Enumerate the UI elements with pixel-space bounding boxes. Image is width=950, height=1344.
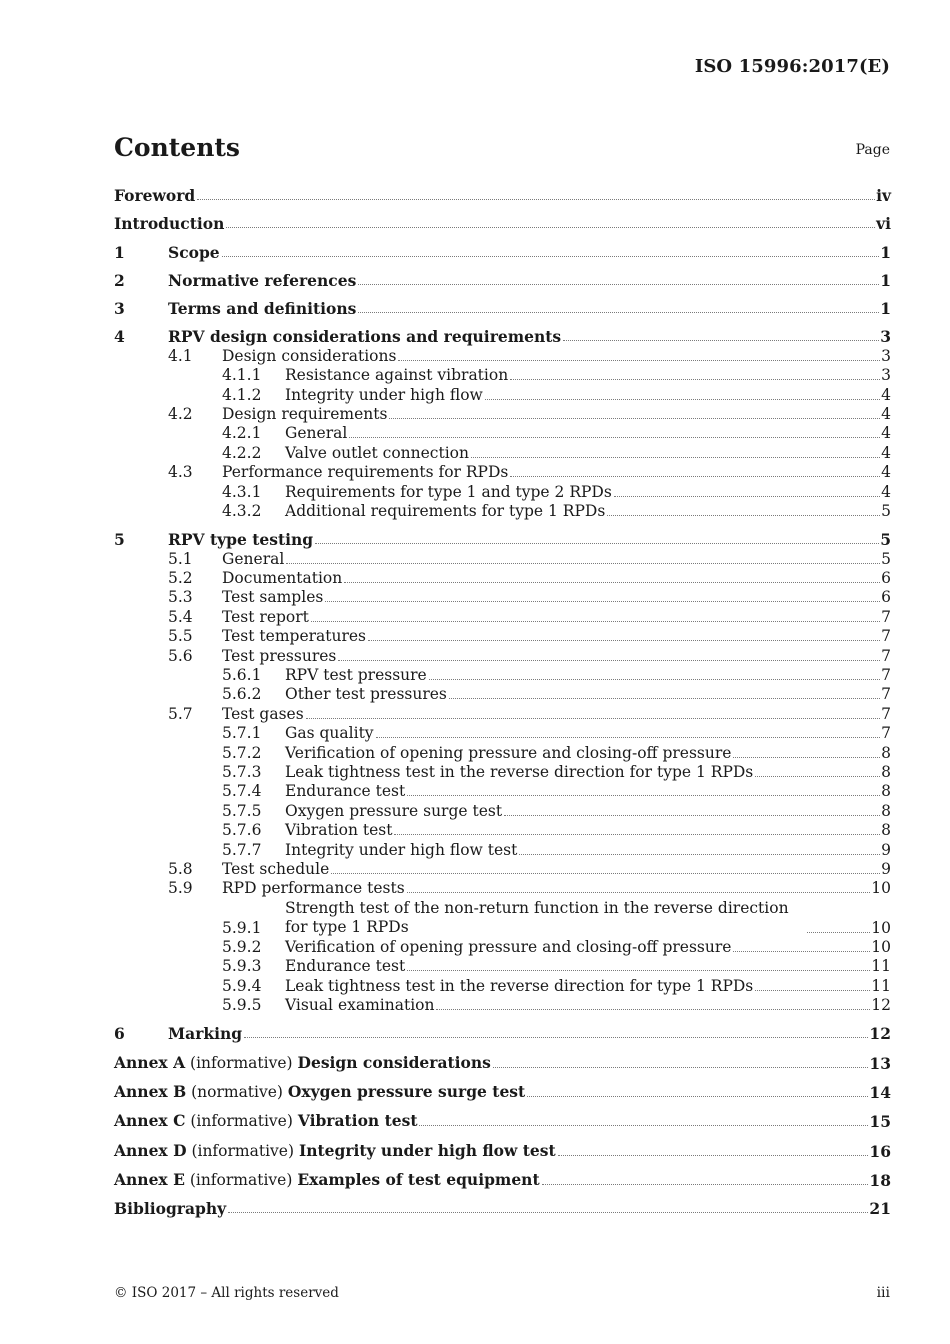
toc-entry-page: vi <box>876 214 891 234</box>
toc-entry[interactable] <box>114 1053 891 1073</box>
toc-entry-title: Integrity under high flow <box>285 385 483 404</box>
toc-entry[interactable] <box>114 1170 891 1190</box>
toc-entry-number: 5.7.6 <box>222 821 262 840</box>
toc-entry-page: 12 <box>869 1024 891 1044</box>
toc-entry[interactable] <box>114 860 891 879</box>
toc-entry-title <box>114 1141 556 1161</box>
footer-page-number: iii <box>876 1285 890 1301</box>
toc-entry-title: Foreword <box>114 186 196 205</box>
toc-entry-page: 10 <box>871 937 891 956</box>
toc-entry[interactable] <box>114 1024 891 1043</box>
annex-title: Vibration test <box>297 1111 418 1131</box>
annex-title: Design considerations <box>297 1052 491 1072</box>
toc-entry[interactable] <box>114 879 891 898</box>
toc-entry-number: 5.6.1 <box>222 666 262 685</box>
toc-entry-page: 8 <box>881 762 891 781</box>
toc-entry-title: Performance requirements for RPDs <box>222 463 509 482</box>
toc-entry-page: 18 <box>869 1170 891 1190</box>
toc-entry-title: Resistance against vibration <box>285 366 509 385</box>
toc-entry-page: 7 <box>881 724 891 743</box>
toc-entry-title: Endurance test <box>285 782 406 801</box>
page-column-label: Page <box>855 142 890 158</box>
toc-entry-title: Documentation <box>222 569 343 588</box>
toc-entry-page: 16 <box>869 1141 891 1161</box>
toc-entry-number: 5.7.2 <box>222 743 262 762</box>
toc-entry-title: RPV design considerations and requirements <box>168 327 562 347</box>
toc-entry-number: 5 <box>114 530 125 550</box>
toc-entry-number: 4.1.1 <box>222 366 262 385</box>
dot-leader <box>542 1183 869 1185</box>
toc-entry-title: Vibration test <box>285 821 393 840</box>
annex-label: Annex C <box>114 1111 186 1131</box>
toc-entry-title: Additional requirements for type 1 RPDs <box>285 502 606 520</box>
toc-entry-title: Test temperatures <box>222 627 367 646</box>
toc-entry-title: Test schedule <box>222 859 330 878</box>
dot-leader <box>510 475 880 477</box>
toc-entry-title: Design requirements <box>222 405 388 424</box>
toc-entry-page: 4 <box>881 424 891 443</box>
toc-entry-title: Test report <box>222 607 309 626</box>
dot-leader <box>519 853 880 855</box>
toc-entry-title: Gas quality <box>285 724 374 743</box>
dot-leader <box>338 659 880 661</box>
footer-copyright: © ISO 2017 – All rights reserved <box>114 1285 339 1301</box>
dot-leader <box>407 891 871 893</box>
toc-entry[interactable] <box>114 186 891 205</box>
dot-leader <box>344 581 880 583</box>
dot-leader <box>471 456 880 458</box>
toc-entry[interactable] <box>114 243 891 262</box>
toc-entry-title: Requirements for type 1 and type 2 RPDs <box>285 482 612 501</box>
dot-leader <box>286 562 880 564</box>
toc-entry-page: 5 <box>880 530 891 550</box>
toc-entry[interactable] <box>114 647 891 666</box>
toc-entry-title: Test samples <box>222 588 324 607</box>
toc-entry-number: 4.2 <box>168 405 193 424</box>
dot-leader <box>222 255 880 257</box>
toc-entry[interactable] <box>114 1141 891 1161</box>
dot-leader <box>527 1095 868 1097</box>
toc-entry-number: 4.1.2 <box>222 385 262 404</box>
dot-leader <box>398 359 880 361</box>
toc-entry-number: 5.9.1 <box>222 918 262 937</box>
toc-entry[interactable] <box>114 463 891 482</box>
toc-entry[interactable] <box>114 841 891 860</box>
toc-entry-number: 4.1 <box>168 346 193 365</box>
toc-entry-number: 5.2 <box>168 569 193 588</box>
dot-leader <box>315 542 879 544</box>
dot-leader <box>419 1124 868 1126</box>
toc-entry-number: 4.3.1 <box>222 482 262 501</box>
toc-entry[interactable] <box>114 214 891 233</box>
dot-leader <box>558 1154 869 1156</box>
toc-entry-page: 8 <box>881 743 891 762</box>
toc-entry[interactable] <box>114 366 891 385</box>
toc-entry-title: Strength test of the non-return function in the reverse direction for type 1 RPDs <box>285 898 789 937</box>
toc-entry[interactable] <box>114 327 891 346</box>
toc-entry-number: 4.3.2 <box>222 502 262 520</box>
toc-entry-number: 5.7 <box>168 704 193 723</box>
dot-leader <box>429 678 880 680</box>
toc-entry[interactable] <box>114 724 891 743</box>
toc-entry-title: Endurance test <box>285 957 406 976</box>
toc-entry-number: 5.9.4 <box>222 976 262 995</box>
toc-entry[interactable] <box>114 685 891 704</box>
toc-entry-page: 4 <box>881 385 891 404</box>
toc-entry[interactable] <box>114 550 891 569</box>
toc-entry[interactable] <box>114 1111 891 1131</box>
toc-entry-page: 5 <box>881 502 891 520</box>
toc-entry[interactable] <box>114 424 891 443</box>
toc-entry-number: 1 <box>114 242 125 262</box>
annex-label: Annex E <box>114 1169 185 1189</box>
toc-entry-number: 5.5 <box>168 627 193 646</box>
toc-entry[interactable] <box>114 608 891 627</box>
toc-entry-page: 7 <box>881 646 891 665</box>
toc-entry[interactable] <box>114 530 891 549</box>
toc-entry-page: 11 <box>871 957 891 976</box>
toc-entry-title <box>114 1053 491 1073</box>
toc-entry[interactable] <box>114 588 891 607</box>
toc-entry-number: 5.1 <box>168 549 193 568</box>
toc-entry-number: 6 <box>114 1024 125 1044</box>
annex-title: Oxygen pressure surge test <box>287 1081 526 1101</box>
toc-entry-title: Leak tightness test in the reverse direction for type 1 RPDs <box>285 762 754 781</box>
toc-entry-page: 8 <box>881 801 891 820</box>
toc-entry-title <box>114 1170 540 1190</box>
doc-id-header: ISO 15996:2017(E) <box>694 56 890 77</box>
toc-entry-page: iv <box>876 186 891 205</box>
toc-entry-title: Scope <box>168 242 220 262</box>
toc-entry-title: Valve outlet connection <box>285 443 469 462</box>
toc-entry-page: 3 <box>881 366 891 385</box>
table-of-contents <box>114 186 891 1218</box>
dot-leader <box>733 756 880 758</box>
toc-entry-page: 10 <box>871 879 891 898</box>
dot-leader <box>493 1066 869 1068</box>
annex-kind: (informative) <box>185 1112 298 1131</box>
toc-entry-number: 2 <box>114 270 125 290</box>
toc-entry-number: 4 <box>114 327 125 347</box>
annex-title: Examples of test equipment <box>297 1169 540 1189</box>
annex-label: Annex B <box>114 1081 187 1101</box>
toc-entry-page: 9 <box>881 859 891 878</box>
dot-leader <box>407 969 870 971</box>
toc-entry-title <box>114 1082 525 1102</box>
dot-leader <box>485 398 880 400</box>
toc-entry[interactable] <box>114 1082 891 1102</box>
toc-entry-page: 4 <box>881 443 891 462</box>
toc-entry[interactable] <box>114 1199 891 1218</box>
dot-leader <box>607 514 880 516</box>
toc-entry-number: 5.7.4 <box>222 782 262 801</box>
dot-leader <box>311 620 880 622</box>
dot-leader <box>755 989 870 991</box>
dot-leader <box>376 736 881 738</box>
toc-entry-number: 5.6 <box>168 646 193 665</box>
toc-entry-number: 5.6.2 <box>222 685 262 704</box>
contents-title: Contents <box>114 133 241 162</box>
toc-entry[interactable] <box>114 347 891 366</box>
dot-leader <box>389 417 880 419</box>
dot-leader <box>449 697 880 699</box>
annex-title: Integrity under high flow test <box>298 1140 556 1160</box>
toc-entry-title: Leak tightness test in the reverse direction for type 1 RPDs <box>285 976 754 995</box>
dot-leader <box>407 794 880 796</box>
dot-leader <box>807 931 870 933</box>
dot-leader <box>358 283 879 285</box>
dot-leader <box>244 1036 868 1038</box>
toc-entry-title: Terms and definitions <box>168 299 357 319</box>
toc-entry-title: Verification of opening pressure and closing-off pressure <box>285 743 732 762</box>
toc-entry-page: 8 <box>881 782 891 801</box>
toc-entry-page: 3 <box>880 327 891 347</box>
annex-kind: (informative) <box>184 1170 298 1189</box>
toc-entry-title: General <box>222 549 285 568</box>
toc-entry-page: 5 <box>881 549 891 568</box>
toc-entry-page: 7 <box>881 607 891 626</box>
toc-entry-title: RPV type testing <box>168 530 314 550</box>
toc-entry-page: 7 <box>881 627 891 646</box>
toc-entry[interactable] <box>114 444 891 463</box>
toc-entry[interactable] <box>114 483 891 502</box>
toc-entry-page: 1 <box>880 242 891 262</box>
toc-entry-title: Introduction <box>114 214 225 234</box>
toc-entry-page: 12 <box>871 996 891 1015</box>
dot-leader <box>226 226 875 228</box>
dot-leader <box>358 311 879 313</box>
toc-entry-number: 5.9.3 <box>222 957 262 976</box>
dot-leader <box>331 872 880 874</box>
toc-entry-page: 7 <box>881 685 891 704</box>
toc-entry-title: General <box>285 424 348 443</box>
toc-entry-number: 3 <box>114 299 125 319</box>
toc-entry-page: 4 <box>881 463 891 482</box>
toc-entry-page: 13 <box>869 1053 891 1073</box>
toc-entry-number: 5.7.7 <box>222 840 262 859</box>
toc-entry[interactable] <box>114 821 891 840</box>
toc-entry-page: 9 <box>881 840 891 859</box>
toc-entry-title: Marking <box>168 1024 243 1044</box>
toc-entry[interactable] <box>114 938 891 957</box>
toc-entry[interactable] <box>114 957 891 976</box>
dot-leader <box>504 814 880 816</box>
dot-leader <box>436 1008 870 1010</box>
toc-entry-title: Test gases <box>222 704 304 723</box>
toc-entry-page: 4 <box>881 482 891 501</box>
toc-entry-title: Normative references <box>168 270 357 290</box>
toc-entry-page: 3 <box>881 346 891 365</box>
toc-entry-page: 6 <box>881 569 891 588</box>
annex-kind: (informative) <box>186 1141 299 1160</box>
toc-entry-title: Visual examination <box>285 996 435 1015</box>
annex-label: Annex D <box>114 1140 187 1160</box>
toc-entry-page: 7 <box>881 704 891 723</box>
toc-entry-title: RPD performance tests <box>222 879 405 898</box>
annex-kind: (informative) <box>185 1053 298 1072</box>
toc-entry-page: 6 <box>881 588 891 607</box>
toc-entry-title: Design considerations <box>222 346 397 365</box>
dot-leader <box>394 833 880 835</box>
toc-entry-number: 5.9 <box>168 879 193 898</box>
toc-entry[interactable] <box>114 271 891 290</box>
toc-entry[interactable] <box>114 666 891 685</box>
toc-entry-number: 5.4 <box>168 607 193 626</box>
toc-entry-number: 4.3 <box>168 463 193 482</box>
toc-entry-title <box>114 1111 417 1131</box>
toc-entry[interactable] <box>114 996 891 1015</box>
toc-entry[interactable] <box>114 502 891 521</box>
dot-leader <box>755 775 880 777</box>
dot-leader <box>197 198 875 200</box>
annex-label: Annex A <box>114 1052 186 1072</box>
toc-entry-title: Test pressures <box>222 646 337 665</box>
toc-entry[interactable] <box>114 802 891 821</box>
toc-entry-page: 4 <box>881 405 891 424</box>
toc-entry[interactable] <box>114 405 891 424</box>
toc-entry[interactable] <box>114 763 891 782</box>
toc-entry[interactable] <box>114 977 891 996</box>
toc-entry[interactable] <box>114 386 891 405</box>
toc-entry[interactable] <box>114 782 891 801</box>
dot-leader <box>325 600 880 602</box>
toc-entry-number: 5.3 <box>168 588 193 607</box>
toc-entry-number: 5.7.5 <box>222 801 262 820</box>
toc-entry-page: 1 <box>880 270 891 290</box>
toc-entry-page: 1 <box>880 299 891 319</box>
dot-leader <box>563 339 879 341</box>
toc-entry[interactable] <box>114 299 891 318</box>
toc-entry-page: 11 <box>871 976 891 995</box>
toc-entry-title: Bibliography <box>114 1199 227 1219</box>
toc-entry-title: Oxygen pressure surge test <box>285 801 503 820</box>
toc-entry[interactable] <box>114 899 891 938</box>
dot-leader <box>614 495 880 497</box>
toc-entry-number: 5.7.1 <box>222 724 262 743</box>
toc-entry-title: Other test pressures <box>285 685 447 704</box>
dot-leader <box>349 436 880 438</box>
toc-entry[interactable] <box>114 627 891 646</box>
toc-entry[interactable] <box>114 705 891 724</box>
toc-entry-page: 10 <box>871 918 891 937</box>
dot-leader <box>228 1211 868 1213</box>
dot-leader <box>510 378 880 380</box>
toc-entry-title: Integrity under high flow test <box>285 840 518 859</box>
annex-kind: (normative) <box>186 1082 288 1101</box>
toc-entry-number: 5.9.5 <box>222 996 262 1015</box>
toc-entry-number: 4.2.1 <box>222 424 262 443</box>
dot-leader <box>368 639 880 641</box>
toc-entry-title: RPV test pressure <box>285 666 427 685</box>
toc-entry-number: 5.7.3 <box>222 762 262 781</box>
toc-entry-page: 14 <box>869 1082 891 1102</box>
dot-leader <box>733 950 870 952</box>
toc-entry-number: 5.8 <box>168 859 193 878</box>
toc-entry-number: 5.9.2 <box>222 937 262 956</box>
toc-entry-page: 7 <box>881 666 891 685</box>
toc-entry-page: 15 <box>869 1112 891 1132</box>
toc-entry[interactable] <box>114 569 891 588</box>
toc-entry-page: 8 <box>881 821 891 840</box>
toc-entry-page: 21 <box>869 1199 891 1219</box>
dot-leader <box>306 717 880 719</box>
toc-entry-title: Verification of opening pressure and closing-off pressure <box>285 937 732 956</box>
toc-entry-number: 4.2.2 <box>222 443 262 462</box>
toc-entry[interactable] <box>114 744 891 763</box>
